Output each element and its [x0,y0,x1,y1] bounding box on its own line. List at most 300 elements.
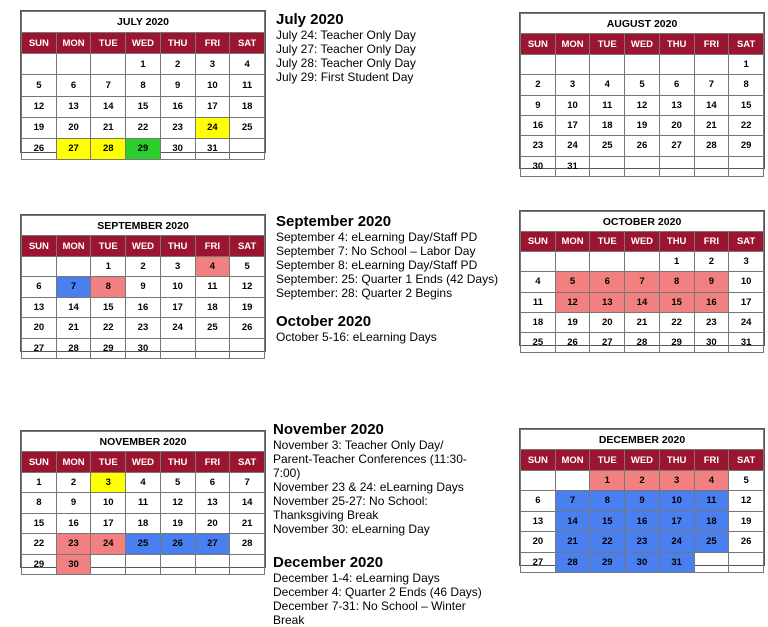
calendar-day: 23 [160,117,195,138]
weekday-header: MON [555,232,590,252]
calendar-day: 25 [521,332,556,352]
calendar-day: 27 [195,534,230,554]
weekday-header: SAT [729,34,764,54]
calendar-day: 31 [729,332,764,352]
calendar-day: 31 [195,138,230,159]
weekday-header: THU [659,232,694,252]
calendar-week-row [521,136,764,156]
weekday-header: SAT [230,236,265,256]
weekday-header: SAT [729,450,764,470]
weekday-header: SUN [521,450,556,470]
notes-july [276,11,511,84]
calendar-day [729,156,764,176]
weekday-header: SUN [22,33,57,54]
calendar-day [195,554,230,574]
weekday-header: WED [625,34,660,54]
calendar-week-row [521,470,764,490]
calendar-day: 22 [126,117,161,138]
calendar-week-row [22,297,265,317]
calendar-day: 28 [694,136,729,156]
calendar-day: 19 [625,115,660,135]
calendar-day: 20 [521,532,556,552]
calendar-week-row [521,95,764,115]
calendar-grid [520,429,764,573]
calendar-day: 29 [590,552,625,572]
calendar-day: 31 [555,156,590,176]
note-line: September: 28: Quarter 2 Begins [276,286,453,300]
calendar-day: 15 [91,297,126,317]
calendar-day: 3 [91,472,126,492]
calendar-week-row [22,493,265,513]
calendar-day [694,54,729,74]
calendar-day [91,554,126,574]
calendar-day [521,470,556,490]
calendar-day: 8 [729,75,764,95]
calendar-july [20,10,266,153]
calendar-title: NOVEMBER 2020 [22,432,265,452]
calendar-day [521,252,556,272]
calendar-day: 4 [230,54,265,75]
calendar-week-row [521,75,764,95]
calendar-week-row [521,115,764,135]
calendar-title: DECEMBER 2020 [521,430,764,450]
calendar-day: 18 [126,513,161,533]
weekday-header: SAT [230,452,265,472]
calendar-day: 3 [195,54,230,75]
calendar-week-row [521,511,764,531]
calendar-day: 3 [555,75,590,95]
weekday-header: THU [659,450,694,470]
weekday-header: TUE [91,452,126,472]
calendar-day: 27 [22,338,57,358]
weekday-header: SUN [521,34,556,54]
note-line: November 3: Teacher Only Day/ Parent-Teacher Conferences (11:30- 7:00) [273,438,467,480]
calendar-day: 25 [590,136,625,156]
calendar-day: 6 [56,75,91,96]
calendar-day [694,156,729,176]
weekday-header: MON [555,34,590,54]
calendar-day [22,54,57,75]
calendar-day: 15 [126,96,161,117]
calendar-day: 21 [555,532,590,552]
calendar-week-row [22,256,265,276]
calendar-day: 24 [195,117,230,138]
calendar-day: 26 [230,318,265,338]
note-line: December 1-4: eLearning Days [273,571,440,585]
weekday-header: FRI [694,34,729,54]
weekday-header: FRI [195,452,230,472]
calendar-day: 29 [659,332,694,352]
calendar-day: 9 [126,277,161,297]
weekday-header: SUN [22,236,57,256]
calendar-day: 19 [160,513,195,533]
calendar-day: 28 [555,552,590,572]
note-line: September 7: No School – Labor Day [276,244,476,258]
calendar-day: 14 [555,511,590,531]
calendar-week-row [521,491,764,511]
calendar-day [56,256,91,276]
calendar-november [20,430,266,568]
note-line: July 27: Teacher Only Day [276,42,416,56]
calendar-day: 29 [729,136,764,156]
calendar-day [91,54,126,75]
calendar-day: 12 [230,277,265,297]
note-line: October 5-16: eLearning Days [276,330,437,344]
calendar-day: 10 [729,272,764,292]
calendar-day: 8 [126,75,161,96]
calendar-day: 21 [694,115,729,135]
calendar-day: 25 [230,117,265,138]
calendar-day: 21 [230,513,265,533]
calendar-day [521,54,556,74]
weekday-header: TUE [91,33,126,54]
calendar-day: 9 [625,491,660,511]
calendar-day: 31 [659,552,694,572]
calendar-day: 11 [230,75,265,96]
calendar-day: 17 [195,96,230,117]
calendar-day: 2 [694,252,729,272]
calendar-day: 2 [126,256,161,276]
note-line: September: 25: Quarter 1 Ends (42 Days) [276,272,499,286]
calendar-week-row [521,332,764,352]
calendar-day: 7 [91,75,126,96]
calendar-day: 25 [126,534,161,554]
notes-heading: September 2020 [276,213,392,230]
calendar-week-row [22,318,265,338]
calendar-day [555,252,590,272]
calendar-day: 10 [160,277,195,297]
weekday-header: SAT [729,232,764,252]
calendar-day: 30 [694,332,729,352]
calendar-day: 7 [555,491,590,511]
calendar-day: 17 [659,511,694,531]
calendar-day: 12 [555,292,590,312]
calendar-day: 25 [195,318,230,338]
weekday-header: FRI [195,33,230,54]
calendar-week-row [22,75,265,96]
calendar-day: 23 [126,318,161,338]
calendar-day: 1 [126,54,161,75]
calendar-day: 29 [91,338,126,358]
calendar-day: 14 [694,95,729,115]
calendar-day: 26 [555,332,590,352]
calendar-day: 30 [126,338,161,358]
calendar-day [230,554,265,574]
calendar-day: 21 [625,312,660,332]
calendar-day: 9 [521,95,556,115]
calendar-day: 10 [659,491,694,511]
calendar-day [625,156,660,176]
calendar-week-row [521,292,764,312]
calendar-week-row [521,54,764,74]
calendar-grid [21,215,265,359]
calendar-day [590,156,625,176]
calendar-day: 8 [590,491,625,511]
calendar-day: 10 [195,75,230,96]
calendar-day: 6 [22,277,57,297]
calendar-day: 23 [625,532,660,552]
calendar-grid [21,11,265,160]
notes-december [273,554,513,627]
calendar-day: 30 [56,554,91,574]
calendar-week-row [22,534,265,554]
calendar-day [230,338,265,358]
calendar-day: 18 [230,96,265,117]
calendar-day: 20 [56,117,91,138]
calendar-day: 18 [195,297,230,317]
calendar-day: 2 [56,472,91,492]
calendar-day: 26 [160,534,195,554]
notes-heading: October 2020 [276,313,372,330]
calendar-day: 12 [729,491,764,511]
calendar-day: 5 [729,470,764,490]
calendar-day: 13 [521,511,556,531]
calendar-day: 22 [659,312,694,332]
calendar-day [590,54,625,74]
calendar-day: 26 [22,138,57,159]
calendar-day: 4 [126,472,161,492]
weekday-header: MON [56,452,91,472]
calendar-day: 30 [521,156,556,176]
calendar-day: 17 [729,292,764,312]
calendar-day: 4 [195,256,230,276]
calendar-day: 3 [729,252,764,272]
calendar-day: 26 [729,532,764,552]
calendar-day: 13 [659,95,694,115]
calendar-day: 2 [625,470,660,490]
note-line: September 8: eLearning Day/Staff PD [276,258,478,272]
notes-september [276,213,518,300]
calendar-day: 13 [195,493,230,513]
calendar-day: 19 [729,511,764,531]
calendar-day: 28 [91,138,126,159]
note-line: December 4: Quarter 2 Ends (46 Days) [273,585,482,599]
calendar-day: 23 [56,534,91,554]
calendar-week-row [521,312,764,332]
calendar-day: 5 [22,75,57,96]
calendar-day: 6 [659,75,694,95]
weekday-header: TUE [590,450,625,470]
calendar-day: 16 [160,96,195,117]
calendar-day: 9 [694,272,729,292]
calendar-day: 2 [160,54,195,75]
calendar-day: 30 [625,552,660,572]
calendar-day: 17 [160,297,195,317]
weekday-header: TUE [91,236,126,256]
calendar-day: 22 [22,534,57,554]
calendar-title: AUGUST 2020 [521,14,764,34]
calendar-day: 29 [126,138,161,159]
calendar-day: 19 [22,117,57,138]
calendar-day: 1 [659,252,694,272]
calendar-day: 23 [521,136,556,156]
calendar-day: 11 [694,491,729,511]
calendar-day: 24 [729,312,764,332]
weekday-header: THU [160,452,195,472]
calendar-day: 16 [521,115,556,135]
calendar-day: 24 [91,534,126,554]
calendar-day [195,338,230,358]
calendar-day: 4 [590,75,625,95]
calendar-grid [520,211,764,353]
calendar-day [625,252,660,272]
calendar-day: 27 [521,552,556,572]
weekday-header: WED [625,232,660,252]
calendar-day: 16 [126,297,161,317]
calendar-day: 14 [56,297,91,317]
calendar-day: 4 [694,470,729,490]
calendar-day: 6 [521,491,556,511]
calendar-day: 20 [195,513,230,533]
calendar-day: 27 [590,332,625,352]
calendar-day: 12 [22,96,57,117]
calendar-day: 26 [625,136,660,156]
calendar-day: 27 [56,138,91,159]
calendar-day: 10 [555,95,590,115]
calendar-week-row [521,272,764,292]
calendar-day: 13 [22,297,57,317]
calendar-day: 27 [659,136,694,156]
weekday-header: FRI [195,236,230,256]
calendar-day: 5 [555,272,590,292]
calendar-day: 9 [160,75,195,96]
calendar-day: 15 [729,95,764,115]
calendar-day: 18 [521,312,556,332]
weekday-header: THU [659,34,694,54]
calendar-day: 5 [230,256,265,276]
note-line: December 7-31: No School – Winter Break [273,599,466,627]
calendar-day: 15 [22,513,57,533]
calendar-august [519,12,765,172]
calendar-title: JULY 2020 [22,12,265,33]
calendar-day: 12 [625,95,660,115]
calendar-day [160,554,195,574]
note-line: July 28: Teacher Only Day [276,56,416,70]
weekday-header: MON [56,236,91,256]
notes-heading: July 2020 [276,11,344,28]
calendar-day: 8 [22,493,57,513]
calendar-week-row [22,513,265,533]
calendar-day: 7 [625,272,660,292]
note-line: July 29: First Student Day [276,70,414,84]
note-line: September 4: eLearning Day/Staff PD [276,230,478,244]
weekday-header: THU [160,236,195,256]
calendar-day [625,54,660,74]
weekday-header: FRI [694,232,729,252]
weekday-header: WED [126,236,161,256]
calendar-day: 9 [56,493,91,513]
weekday-header: SUN [22,452,57,472]
calendar-day [56,54,91,75]
weekday-header: THU [160,33,195,54]
calendar-day: 24 [160,318,195,338]
calendar-day: 8 [91,277,126,297]
calendar-day: 22 [590,532,625,552]
notes-november [273,421,513,536]
calendar-day: 7 [694,75,729,95]
calendar-day: 12 [160,493,195,513]
calendar-day: 22 [91,318,126,338]
calendar-day: 13 [590,292,625,312]
note-line: November 25-27: No School: Thanksgiving Break [273,494,428,522]
calendar-day: 8 [659,272,694,292]
calendar-day: 20 [659,115,694,135]
calendar-day: 15 [590,511,625,531]
calendar-day: 1 [22,472,57,492]
notes-heading: December 2020 [273,554,384,571]
weekday-header: TUE [590,34,625,54]
calendar-day [126,554,161,574]
weekday-header: TUE [590,232,625,252]
calendar-day: 1 [590,470,625,490]
calendar-day: 28 [625,332,660,352]
calendar-day: 24 [659,532,694,552]
weekday-header: SUN [521,232,556,252]
calendar-week-row [22,472,265,492]
calendar-october [519,210,765,346]
calendar-title: SEPTEMBER 2020 [22,216,265,236]
calendar-day: 16 [56,513,91,533]
calendar-day: 7 [56,277,91,297]
calendar-day [659,156,694,176]
calendar-day: 5 [625,75,660,95]
calendar-day: 28 [56,338,91,358]
calendar-day: 20 [22,318,57,338]
calendar-day: 2 [521,75,556,95]
calendar-day: 28 [230,534,265,554]
calendar-day: 16 [694,292,729,312]
calendar-day: 19 [230,297,265,317]
calendar-day: 21 [91,117,126,138]
calendar-grid [21,431,265,575]
calendar-day: 11 [126,493,161,513]
weekday-header: WED [126,33,161,54]
calendar-day [160,338,195,358]
calendar-week-row [521,252,764,272]
calendar-week-row [521,532,764,552]
calendar-day: 5 [160,472,195,492]
calendar-day: 19 [555,312,590,332]
calendar-day: 6 [195,472,230,492]
calendar-day [659,54,694,74]
calendar-september [20,214,266,352]
calendar-week-row [22,96,265,117]
calendar-grid [520,13,764,177]
weekday-header: WED [625,450,660,470]
note-line: November 23 & 24: eLearning Days [273,480,464,494]
calendar-week-row [22,54,265,75]
calendar-day: 18 [694,511,729,531]
calendar-day [694,552,729,572]
calendar-day: 20 [590,312,625,332]
calendar-day: 30 [160,138,195,159]
calendar-day: 17 [555,115,590,135]
calendar-day: 3 [160,256,195,276]
calendar-day: 14 [625,292,660,312]
weekday-header: MON [555,450,590,470]
calendar-day: 13 [56,96,91,117]
weekday-header: WED [126,452,161,472]
calendar-title: OCTOBER 2020 [521,212,764,232]
calendar-day: 11 [521,292,556,312]
calendar-day: 17 [91,513,126,533]
calendar-day: 11 [195,277,230,297]
calendar-day: 25 [694,532,729,552]
calendar-day: 14 [230,493,265,513]
calendar-day: 10 [91,493,126,513]
weekday-header: SAT [230,33,265,54]
calendar-day: 11 [590,95,625,115]
